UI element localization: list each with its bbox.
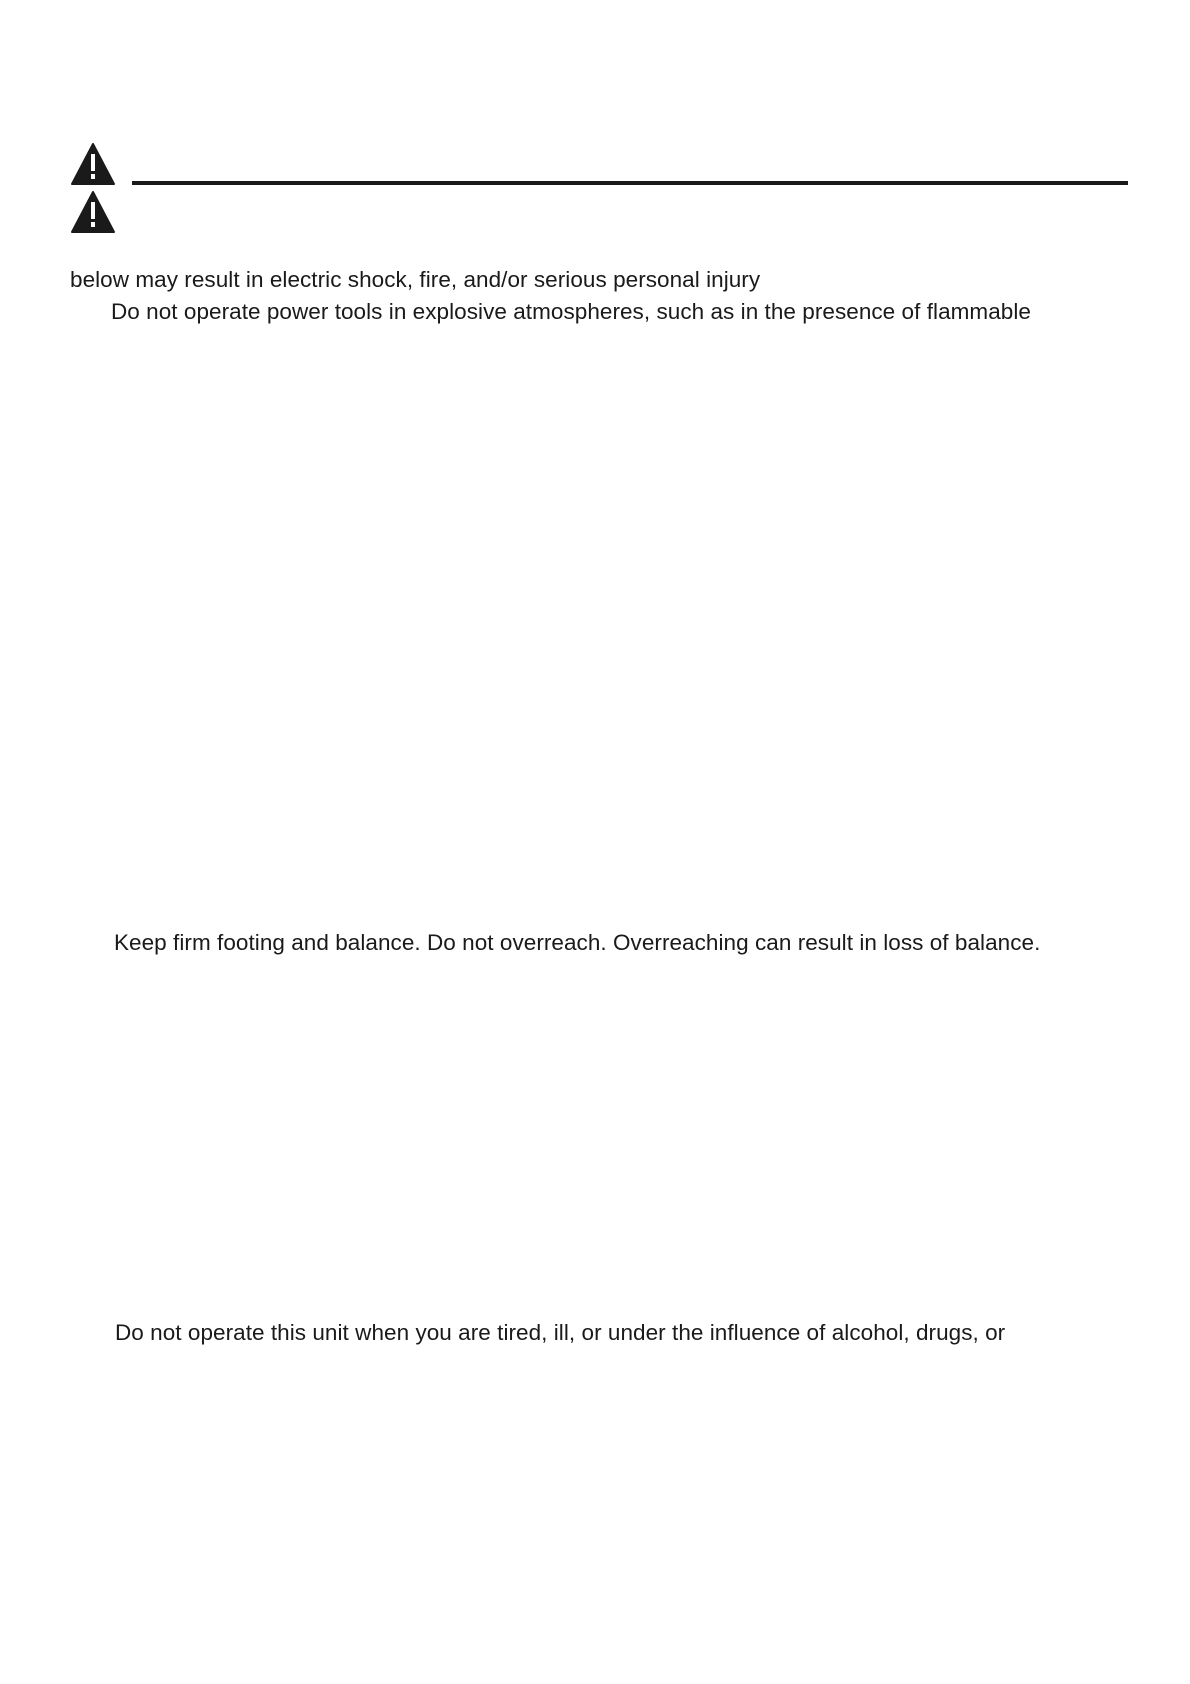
warning-intro-text: below may result in electric shock, fire, and/or serious personal injury [70,267,761,292]
explosive-atmosphere-text: Do not operate power tools in explosive atmospheres, such as in the presence of flammable [111,299,1031,324]
warning-triangle-icon [70,190,116,234]
fatigue-warning-text: Do not operate this unit when you are tired, ill, or under the influence of alcohol, drugs, or [115,1320,1006,1345]
firm-footing-text: Keep firm footing and balance. Do not overreach. Overreaching can result in loss of balance. [114,930,1041,955]
header-rule [132,181,1128,185]
warning-triangle-icon [70,142,116,186]
